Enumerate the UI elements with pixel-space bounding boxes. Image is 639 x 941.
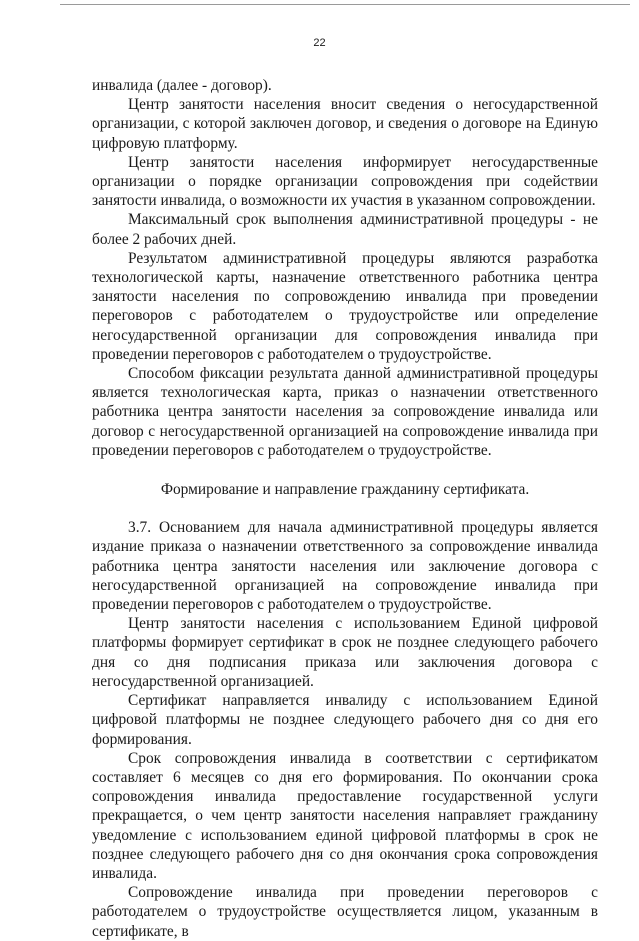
paragraph-informing: Центр занятости населения информирует негосударственные организации о порядке организации сопровождения при содействии занятости инвалида, о возможности их участия в указанном сопровождении. [92, 153, 598, 210]
scan-edge-line [60, 4, 630, 5]
section-heading: Формирование и направление гражданину сертификата. [160, 481, 530, 499]
document-body [92, 76, 598, 941]
paragraph-3-7-basis: 3.7. Основанием для начала административной процедуры является издание приказа о назначении ответственного за сопровождение инвалида работника центра занятости населения или заключение договора с негосударственной организацией на сопровождение инвалида при проведении переговоров с работодателем о трудоустройстве. [92, 519, 598, 614]
paragraph-max-term: Максимальный срок выполнения административной процедуры - не более 2 рабочих дней. [92, 211, 598, 248]
page-number: 22 [313, 37, 326, 49]
paragraph-fixation: Способом фиксации результата данной административной процедуры является технологическая карта, приказ о назначении ответственного работника центра занятости населения за сопровождение инвалида или договор с негосударственной организацией на сопровождение инвалида при проведении переговоров с работодателем о трудоустройстве. [92, 365, 598, 459]
paragraph-result: Результатом административной процедуры являются разработка технологической карты, назначение ответственного работника центра занятости населения по сопровождению инвалида при проведении переговоров с работодателем о трудоустройстве или определение негосударственной организации для сопровождения инвалида при проведении переговоров с работодателем о трудоустройстве. [92, 249, 598, 363]
paragraph-certificate-sending: Сертификат направляется инвалиду с использованием Единой цифровой платформы не позднее следующего рабочего дня со дня его формирования. [92, 692, 598, 748]
paragraph-continuation: инвалида (далее - договор). [92, 77, 272, 94]
paragraph-certificate-forming: Центр занятости населения с использованием Единой цифровой платформы формирует сертификат в срок не позднее следующего рабочего дня со дня подписания приказа или заключения договора с негосударственной организацией. [92, 615, 598, 690]
paragraph-support-term: Срок сопровождения инвалида в соответствии с сертификатом составляет 6 месяцев со дня его формирования. По окончании срока сопровождения инвалида предоставление государственной услуги прекращается, о чем центр занятости населения направляет гражданину уведомление с использованием единой цифровой платформы в срок не позднее следующего рабочего дня со дня окончания срока сопровождения инвалида. [92, 749, 598, 882]
paragraph-registration: Центр занятости населения вносит сведения о негосударственной организации, с которой заключен договор, и сведения о договоре на Единую цифровую платформу. [92, 96, 598, 152]
paragraph-support-person: Сопровождение инвалида при проведении переговоров с работодателем о трудоустройстве осуществляется лицом, указанным в сертификате, в [92, 884, 598, 940]
